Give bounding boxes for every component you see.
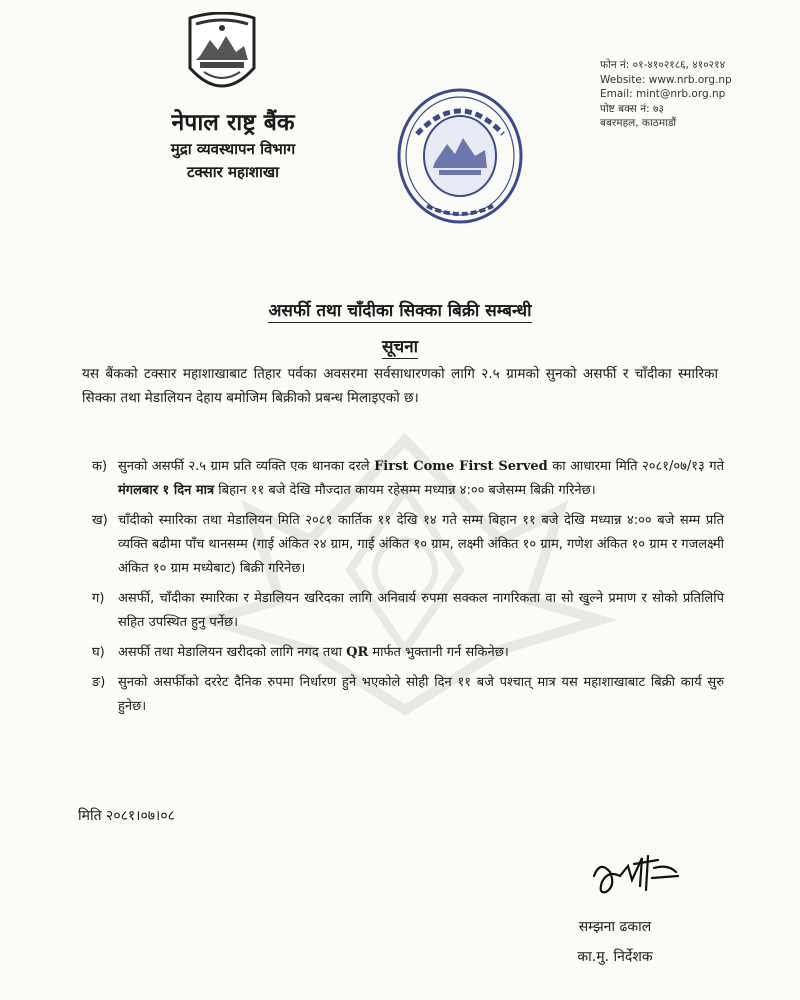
po-box: पोष्ट बक्स नं: ७३ [600, 102, 664, 115]
item-text: बिहान ११ बजे देखि मौज्दात कायम रहेसम्म मध्यान्न ४:०० बजेसम्म बिक्री गरिनेछ। [214, 483, 596, 498]
notice-subtitle-text: सूचना [381, 337, 419, 357]
notice-intro: यस बैंकको टक्सार महाशाखाबाट तिहार पर्वका अवसरमा सर्वसाधारणको लागि २.५ ग्रामको सुनको असर्फी र चाँदीका स्मारिका सिक्का तथा मेडालियन देहाय बमोजिम बिक्रीको प्रबन्ध मिलाइएको छ। [82, 366, 718, 406]
item-text: असर्फी, चाँदीका स्मारिका र मेडालियन खरिदका लागि अनिवार्य रुपमा सक्कल नागरिकता वा सो खुल्ने प्रमाण र सोको प्रतिलिपि सहित उपस्थित हुनु पर्नेछ। [118, 591, 724, 630]
official-seal-icon [395, 86, 525, 226]
item-text: का आधारमा मिति २०८१/०७/१३ गते [547, 459, 724, 474]
signatory-block [545, 912, 685, 972]
item-text: सुनको असर्फी २.५ ग्राम प्रति व्यक्ति एक थानका दरले [118, 459, 375, 474]
item-marker: क) [92, 459, 108, 474]
notice-date: मिति २०८१।०७।०८ [78, 808, 175, 824]
item-marker: ङ) [92, 675, 106, 690]
item-bold-text: First Come First Served [374, 459, 548, 474]
organization-header [138, 108, 328, 184]
item-marker: ख) [92, 513, 108, 528]
notice-items [92, 455, 724, 725]
item-bold-text: मंगलबार १ दिन मात्र [118, 483, 215, 498]
item-text: मार्फत भुक्तानी गर्न सकिनेछ। [368, 645, 509, 660]
item-text: असर्फी तथा मेडालियन खरीदको लागि नगद तथा [118, 645, 347, 660]
signatory-designation: का.मु. निर्देशक [577, 949, 653, 965]
item-marker: घ) [92, 645, 105, 660]
nrb-emblem-icon [182, 12, 262, 100]
notice-title-text: असर्फी तथा चाँदीका सिक्का बिक्री सम्बन्धी [268, 301, 532, 321]
branch-name: टक्सार महाशाखा [186, 163, 280, 181]
contact-block [600, 58, 800, 131]
notice-item-nga [92, 671, 724, 719]
item-text: सुनको असर्फीको दररेट दैनिक रुपमा निर्धारण हुने भएकोले सोही दिन ११ बजे पश्चात् मात्र यस महाशाखाबाट बिक्री कार्य सुरु हुनेछ। [118, 675, 724, 714]
handwritten-signature-icon [588, 846, 684, 902]
item-text: चाँदीको स्मारिका तथा मेडालियन मिति २०८१ कार्तिक ११ देखि १४ गते सम्म बिहान ११ बजे देखि मध्यान्न ४:०० बजे सम्म प्रति व्यक्ति बढीमा पाँच थानसम्म (गाई अंकित २४ ग्राम, गाई अंकित १० ग्राम, लक्ष्मी अंकित १० ग्राम, गणेश अंकित १० ग्राम र गजलक्ष्मी अंकित १० ग्राम मध्येबाट) बिक्री गरिनेछ। [118, 513, 724, 576]
notice-item-ga [92, 587, 724, 635]
email: Email: mint@nrb.org.np [600, 88, 726, 100]
signatory-name: सम्झना ढकाल [578, 919, 652, 935]
item-marker: ग) [92, 591, 105, 606]
department-name: मुद्रा व्यवस्थापन विभाग [170, 140, 296, 158]
organization-name: नेपाल राष्ट्र बैंक [171, 110, 295, 136]
notice-item-gha [92, 641, 724, 665]
notice-title [0, 298, 800, 321]
address: बबरमहल, काठमाडौं [600, 117, 677, 129]
notice-subtitle [0, 334, 800, 357]
phone-number: फोन नं: ०१-४१०२१८६, ४१०२१४ [600, 59, 726, 71]
item-bold-text: QR [346, 645, 369, 660]
notice-item-kha [92, 509, 724, 581]
notice-item-ka [92, 455, 724, 503]
website: Website: www.nrb.org.np [600, 73, 732, 86]
